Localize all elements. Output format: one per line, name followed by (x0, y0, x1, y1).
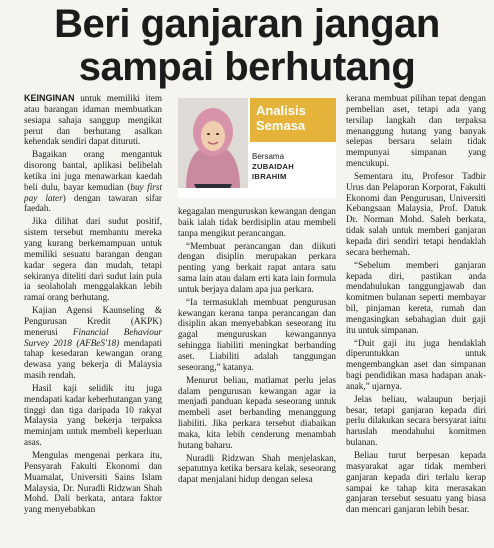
column-label-line-2: Semasa (256, 118, 306, 133)
paragraph: Beliau turut berpesan kepada masyarakat agar tidak memberi ganjaran kepada diri terlalu kerap sampai ke tahap kita merasakan ganjaran tersebut sesuatu yang biasa dan mencari ganjaran lebih besar. (346, 450, 486, 515)
paragraph: Sementara itu, Profesor Tadbir Urus dan Pelaporan Korporat, Fakulti Ekonomi dan Pengurusan, Universiti Kebangsaan Malaysia, Prof. Datuk Dr. Norman Mohd. Saleh berkata, tidak salah untuk memberi ganjaran kepada diri sendiri tetapi hendaklah secara berhemah. (346, 170, 486, 257)
paragraph-text: mendapati tahap kesedaran kewangan orang dewasa yang bekerja di Malaysia masih rendah. (24, 337, 162, 381)
paragraph: Menurut beliau, matlamat perlu jelas dalam pengurusan kewangan agar ia menjadi panduan kepada seseorang untuk membeli aset berbanding menanggung liabiliti. Jika perkara tersebut diabaikan maka, kita lebih cenderung menambah hutang baharu. (178, 374, 336, 450)
paragraph: Jika dilihat dari sudut positif, sistem tersebut membantu mereka yang kurang berkemampuan untuk memiliki sesuatu barangan dengan kadar segera dan mudah, tetapi sekiranya diteliti dari sudut lain pula ia seolaholah menggalakkan lebih ramai orang berhutang. (24, 216, 162, 303)
column-label-line-1: Analisis (256, 103, 306, 118)
column-label-tag (250, 98, 336, 142)
article-column-1 (24, 93, 162, 517)
italic-phrase: buy first pay later (24, 181, 162, 203)
byline (252, 152, 336, 182)
italic-phrase: Financial Behaviour Survey 2018 (AFBeS'18) (24, 326, 162, 348)
paragraph: “Duit gaji itu juga hendaklah diperuntukkan untuk mengembangkan aset dan simpanan bagi pendidikan masa hadapan anak-anak,” ujarnya. (346, 337, 486, 391)
paragraph-text: ) dengan tawaran sifar faedah. (24, 192, 162, 214)
columnist-photo (178, 98, 248, 188)
headline-line-1: Beri ganjaran jangan (54, 2, 440, 46)
paragraph: kerana membuat pilihan tepat dengan pembelian aset, tetapi ada yang tersilap langkah dan terpaksa menanggung hutang yang banyak selepas bersara selain tidak mempunyai simpanan yang mencukupi. (346, 93, 486, 169)
paragraph: “Ia termasuklah membuat pengurusan kewangan kerana tanpa perancangan dan disiplin akan menyebabkan seseorang itu gagal menguruskan kewangannya sehingga liabiliti meningkat berbanding aset. Liabiliti adalah tanggungan seseorang,” katanya. (178, 296, 336, 372)
paragraph: kegagalan menguruskan kewangan dengan baik ialah tidak berdisiplin atau membeli tanpa mengikut perancangan. (178, 206, 336, 238)
paragraph: Hasil kaji selidik itu juga mendapati kadar keberhutangan yang tinggi dan tiga daripada 10 rakyat Malaysia yang bekerja terpaksa meminjam untuk membeli keperluan asas. (24, 382, 162, 448)
paragraph: “Membuat perancangan dan diikuti dengan disiplin merupakan perkara penting yang berkait rapat antara satu sama lain atau dalam erti kata lain formula untuk berjaya dalam apa jua perkara. (178, 240, 336, 294)
paragraph-text: untuk memiliki item atau barangan idaman membuatkan sesiapa sahaja sanggup mengikat perut dan berhutang asalkan kehendak sendiri dapat dituruti. (24, 93, 162, 147)
author-name-line-2: IBRAHIM (252, 172, 287, 181)
paragraph (24, 93, 162, 147)
paragraph: Jelas beliau, walaupun berjaji besar, tetapi ganjaran kepada diri perlu dilakukan secara bersyarat iaitu haruslah mendahului komitmen bulanan. (346, 393, 486, 448)
headline-line-2: sampai berhutang (78, 45, 416, 89)
author-name-line-1: ZUBAIDAH (252, 162, 295, 171)
paragraph: Nuradli Ridzwan Shah menjelaskan, sepatutnya ketika bersara kelak, seseorang dapat menjalani hidup dengan selesa (178, 452, 336, 485)
paragraph: Mengulas mengenai perkara itu, Pensyarah Fakulti Ekonomi dan Muamalat, Universiti Sains Islam Malaysia, Dr. Nuradli Ridzwan Shah Mohd. Dali berkata, antara faktor yang menyebabkan (24, 450, 162, 515)
columnist-box (178, 98, 336, 198)
paragraph (24, 149, 162, 214)
paragraph (24, 305, 162, 381)
kicker-word: KEINGINAN (24, 93, 75, 103)
article-column-2 (178, 206, 336, 487)
paragraph-text: Kajian Agensi Kaunseling & Pengurusan Kredit (AKPK) menerusi (24, 305, 162, 337)
paragraph: “Sebelum memberi ganjaran kepada diri, pastikan anda mendahulukan tanggungjawab dan komitmen bulanan seperti membayar bil, pinjaman kereta, rumah dan mengasingkan sebahagian duit gaji itu untuk simpanan. (346, 259, 486, 335)
columnist-portrait-image (178, 98, 248, 188)
article-column-3 (346, 93, 486, 517)
byline-prefix: Bersama (252, 152, 285, 161)
paragraph-text: Bagaikan orang mengantuk disorong bantal, aplikasi belibelah ketika ini juga menawarkan kaedah beli dulu, bayar kemudian ( (24, 149, 162, 192)
